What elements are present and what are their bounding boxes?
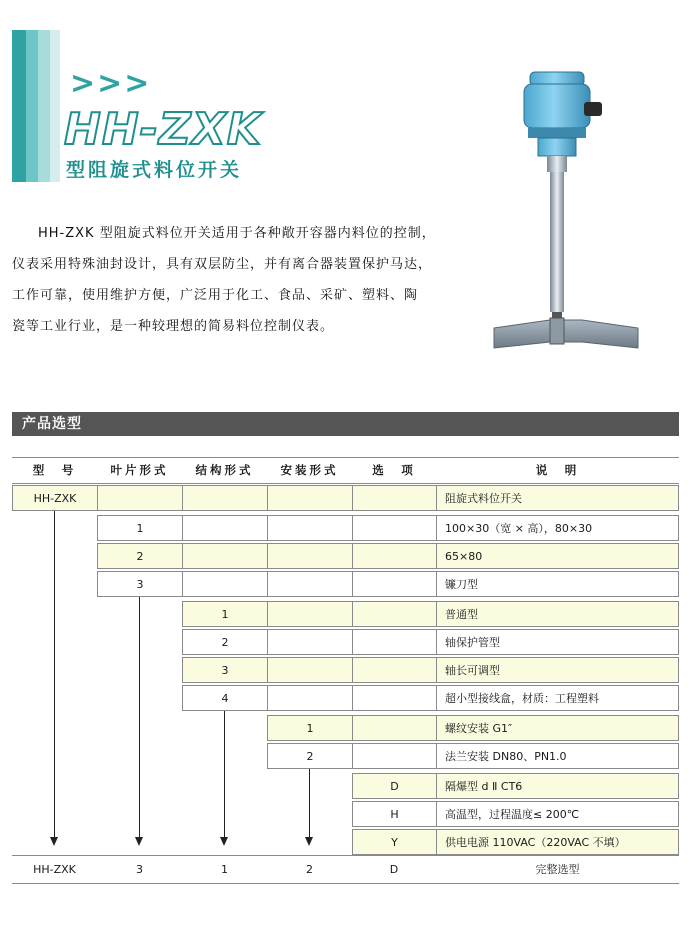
description-line: HH-ZXK 型阻旋式料位开关适用于各种敞开容器内料位的控制， (38, 226, 436, 241)
empty-cell (97, 485, 183, 511)
option-code: D (352, 773, 437, 799)
selection-table (12, 457, 679, 887)
blade-desc: 100×30（宽 × 高），80×30 (436, 515, 679, 541)
empty-cell (352, 601, 437, 627)
empty-cell (267, 601, 353, 627)
header-option: 选 项 (372, 463, 416, 477)
table-rule (12, 855, 679, 856)
empty-cell (267, 543, 353, 569)
empty-cell (352, 571, 437, 597)
empty-cell (182, 485, 268, 511)
table-rule (12, 483, 679, 484)
blade-code: 1 (97, 515, 183, 541)
connector-line (224, 711, 225, 837)
empty-cell (267, 629, 353, 655)
structure-desc: 超小型接线盒，材质：工程塑料 (436, 685, 679, 711)
empty-cell (267, 485, 353, 511)
structure-desc: 轴长可调型 (436, 657, 679, 683)
empty-cell (352, 685, 437, 711)
empty-cell (182, 515, 268, 541)
empty-cell (182, 543, 268, 569)
header-blade: 叶片形式 (110, 463, 169, 477)
decor-bar (12, 30, 26, 182)
section-title: 产品选型 (22, 416, 82, 432)
empty-cell (352, 715, 437, 741)
model-desc: 阻旋式料位开关 (436, 485, 679, 511)
mount-desc: 螺纹安装 G1″ (436, 715, 679, 741)
structure-code: 3 (182, 657, 268, 683)
connector-line (139, 597, 140, 837)
section-header (12, 412, 679, 436)
empty-cell (352, 657, 437, 683)
header-model: 型 号 (32, 463, 77, 477)
option-code: Y (352, 829, 437, 855)
header-desc: 说 明 (535, 463, 580, 477)
example-blade: 3 (136, 863, 143, 876)
arrow-down-icon (220, 837, 228, 846)
description (12, 218, 442, 342)
header-structure: 结构形式 (195, 463, 254, 477)
arrow-down-icon (50, 837, 58, 846)
structure-desc: 轴保护管型 (436, 629, 679, 655)
mount-code: 1 (267, 715, 353, 741)
page-subtitle: 型阻旋式料位开关 (66, 159, 243, 181)
empty-cell (352, 543, 437, 569)
decor-bar (26, 30, 38, 182)
option-desc: 隔爆型 d Ⅱ CT6 (436, 773, 679, 799)
option-code: H (352, 801, 437, 827)
example-desc: 完整选型 (535, 863, 580, 876)
empty-cell (267, 571, 353, 597)
decor-bar (50, 30, 60, 182)
model-title: HH-ZXK (64, 104, 262, 155)
empty-cell (352, 743, 437, 769)
connector-line (309, 769, 310, 837)
description-line: 瓷等工业行业，是一种较理想的简易料位控制仪表。 (12, 319, 335, 334)
connector-line (54, 511, 55, 837)
mount-desc: 法兰安装 DN80、PN1.0 (436, 743, 679, 769)
description-line: 仪表采用特殊油封设计，具有双层防尘，并有离合器装置保护马达， (12, 257, 433, 272)
example-structure: 1 (221, 863, 228, 876)
arrow-down-icon (305, 837, 313, 846)
empty-cell (352, 515, 437, 541)
empty-cell (267, 515, 353, 541)
model-code: HH-ZXK (12, 485, 98, 511)
empty-cell (267, 685, 353, 711)
blade-code: 3 (97, 571, 183, 597)
empty-cell (352, 629, 437, 655)
chevron-icon: >>> (70, 66, 152, 101)
mount-code: 2 (267, 743, 353, 769)
example-mount: 2 (306, 863, 313, 876)
empty-cell (352, 485, 437, 511)
structure-code: 4 (182, 685, 268, 711)
example-option: D (389, 863, 399, 876)
blade-desc: 镰刀型 (436, 571, 679, 597)
level-switch-illustration (488, 66, 644, 366)
table-rule (12, 883, 679, 884)
blade-desc: 65×80 (436, 543, 679, 569)
description-line: 工作可靠，使用维护方便，广泛用于化工、食品、采矿、塑料、陶 (12, 288, 419, 303)
blade-code: 2 (97, 543, 183, 569)
arrow-down-icon (135, 837, 143, 846)
empty-cell (267, 657, 353, 683)
example-model: HH-ZXK (33, 863, 76, 876)
option-desc: 供电电源 110VAC（220VAC 不填） (436, 829, 679, 855)
header-mount: 安装形式 (280, 463, 339, 477)
structure-code: 2 (182, 629, 268, 655)
structure-code: 1 (182, 601, 268, 627)
option-desc: 高温型，过程温度≤ 200℃ (436, 801, 679, 827)
decor-bar (38, 30, 50, 182)
structure-desc: 普通型 (436, 601, 679, 627)
empty-cell (182, 571, 268, 597)
